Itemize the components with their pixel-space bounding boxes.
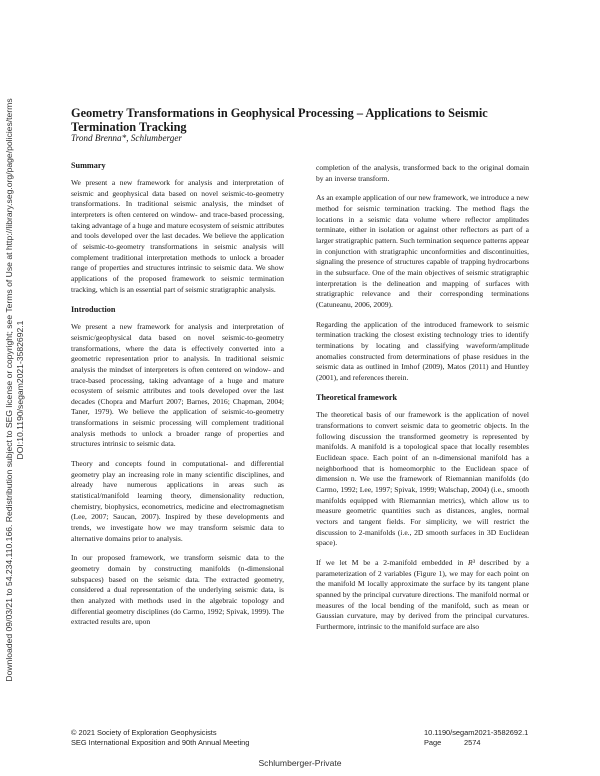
footer-doi: 10.1190/segam2021-3582692.1 <box>424 728 529 737</box>
related-work-paragraph: Regarding the application of the introduced framework to seismic termination tracking the closest existing technology tries to identify terminations by locating and classifying waveform/amplitude anomalies constructed from determinations of phase residues in the seismic data as outlined in Imhof (2009), Matos (2011) and Huntley (2001), and references therein. <box>316 319 529 382</box>
copyright-line: © 2021 Society of Exploration Geophysicists <box>71 728 217 737</box>
theory-p2-post: described by a parameterization of 2 variables (Figure 1), we may for each point on the manifold M locally approximate the surface by its tangent plane spanned by the principal curvature directions. The manifold normal or measures of the local bending of the manifold, such as mean or Gaussian curvature, may by derived from the principal curvatures. Furthermore, intrinsic to the manifold surface are also <box>316 558 529 631</box>
intro-continuation-paragraph: completion of the analysis, transformed back to the original domain by an inverse transform. <box>316 163 529 183</box>
summary-paragraph: We present a new framework for analysis and interpretation of seismic and geophysical data based on novel seismic-to-geometry transformations. In traditional seismic analysis, the mindset of interpreters is often centered on window- and trace-based processing, taking advantage of a huge and mature ecosystem of seismic attributes and tools developed over the last decades. We believe the application of seismic-to-geometry transformations in seismic analysis will complement traditional interpretation methods to unlock a broader range of properties and structures intrinsic to seismic data. We show applications of the proposed framework to seismic termination tracking, which is an essential part of seismic stratigraphic analysis. <box>71 178 284 294</box>
page-number: 2574 <box>464 737 481 747</box>
download-notice-line1: Downloaded 09/03/21 to 54.234.110.166. Redistribution subject to SEG license or copyright; see Terms of Use at http://library.seg.org/page/policies/terms <box>4 98 14 682</box>
introduction-paragraph-1: We present a new framework for analysis and interpretation of seismic/geophysical data based on novel seismic-to-geometry transformations, where the data is effectively converted into a geometric representation prior to analysis. In traditional seismic analysis the mindset of interpreters is often centered on window- and trace-based processing, taking advantage of a huge and mature ecosystem of seismic attributes and tools developed over the last decades (Chopra and Marfurt 2007; Barnes, 2016; Chapman, 2004; Taner, 1979). We believe the application of seismic-to-geometry transformations in seismic processing will complement traditional analysis methods to unlock a broader range of properties and structures intrinsic to seismic data. <box>71 322 284 449</box>
page-number-line <box>424 738 528 748</box>
theory-heading: Theoretical framework <box>316 393 398 403</box>
footer-left <box>71 728 249 747</box>
theory-paragraph-1: The theoretical basis of our framework is the application of novel transformations to convert seismic data to geometric objects. In the following discussion the transformed geometry is represented by manifolds. A manifold is a topological space that locally resembles Euclidean space. Each point of an n-dimensional manifold has a neighborhood that is homeomorphic to the Euclidean space of dimension n. We use the framework of Riemannian manifolds (do Carmo, 1992; Lee, 1997; Spivak, 1999; Walschap, 2004) (i.e., smooth manifolds equipped with Riemannian metrics), which allow us to measure geometric quantities such as distances, angles, normal vectors and tangent fields. For simplicity, we will restrict the discussion to 2-manifolds (i.e., 2D smooth surfaces in 3D Euclidean space). <box>316 410 529 548</box>
footer-right <box>424 728 528 747</box>
meeting-line: SEG International Exposition and 90th Annual Meeting <box>71 737 250 747</box>
application-paragraph: As an example application of our new framework, we introduce a new method for seismic termination tracking. The method flags the locations in a seismic data volume where reflector amplitudes terminate, either in isolation or against other reflectors as part of a larger stratigraphic pattern. Such termination sequence patterns appear in conjunction with stratigraphic unconformities and discontinuities, signaling the presence of structures capable of trapping hydrocarbons in the subsurface. One of the main objectives of seismic stratigraphic interpretation is the delineation and mapping of surfaces with stratigraphic relevance and their corresponding terminations (Catuneanu, 2006, 2009). <box>316 193 529 309</box>
download-notice-doi: DOI:10.1190/segam2021-3582692.1 <box>15 320 25 460</box>
page-label: Page <box>424 737 442 747</box>
paper-authors: Trond Brenna*, Schlumberger <box>71 133 183 143</box>
classification-label: Schlumberger-Private <box>258 758 342 768</box>
left-column <box>71 160 284 637</box>
introduction-paragraph-3: In our proposed framework, we transform seismic data to the geometry domain by constructing manifolds (n-dimensional subspaces) based on the seismic data. The extracted geometry, considered a dual representation of the underlying seismic data, is then analyzed with methods used in the algebraic topology and differential geometry disciplines (do Carmo, 1992; Spivak, 1999). The extracted results are, upon <box>71 553 284 627</box>
theory-p2-pre: If we let M be a 2-manifold embedded in <box>316 558 468 567</box>
summary-heading: Summary <box>71 161 106 170</box>
right-column <box>316 163 529 642</box>
introduction-paragraph-2: Theory and concepts found in computational- and differential geometry play an increasing role in many scientific disciplines, and already have numerous applications in areas such as statistical/manifold learning theory, dimensionality reduction, chemistry, biophysics, econometrics, medicine and electromagnetism (Lee, 2007; Saucan, 2007). Inspired by these developments and trends, we investigate how we may transform seismic data to alternative domains prior to analysis. <box>71 459 284 543</box>
download-notice <box>4 40 34 740</box>
introduction-heading: Introduction <box>71 305 116 315</box>
theory-paragraph-2 <box>316 558 529 633</box>
r3-math: R³ <box>467 558 475 567</box>
paper-title: Geometry Transformations in Geophysical Processing – Applications to Seismic Termination Tracking <box>71 106 488 134</box>
